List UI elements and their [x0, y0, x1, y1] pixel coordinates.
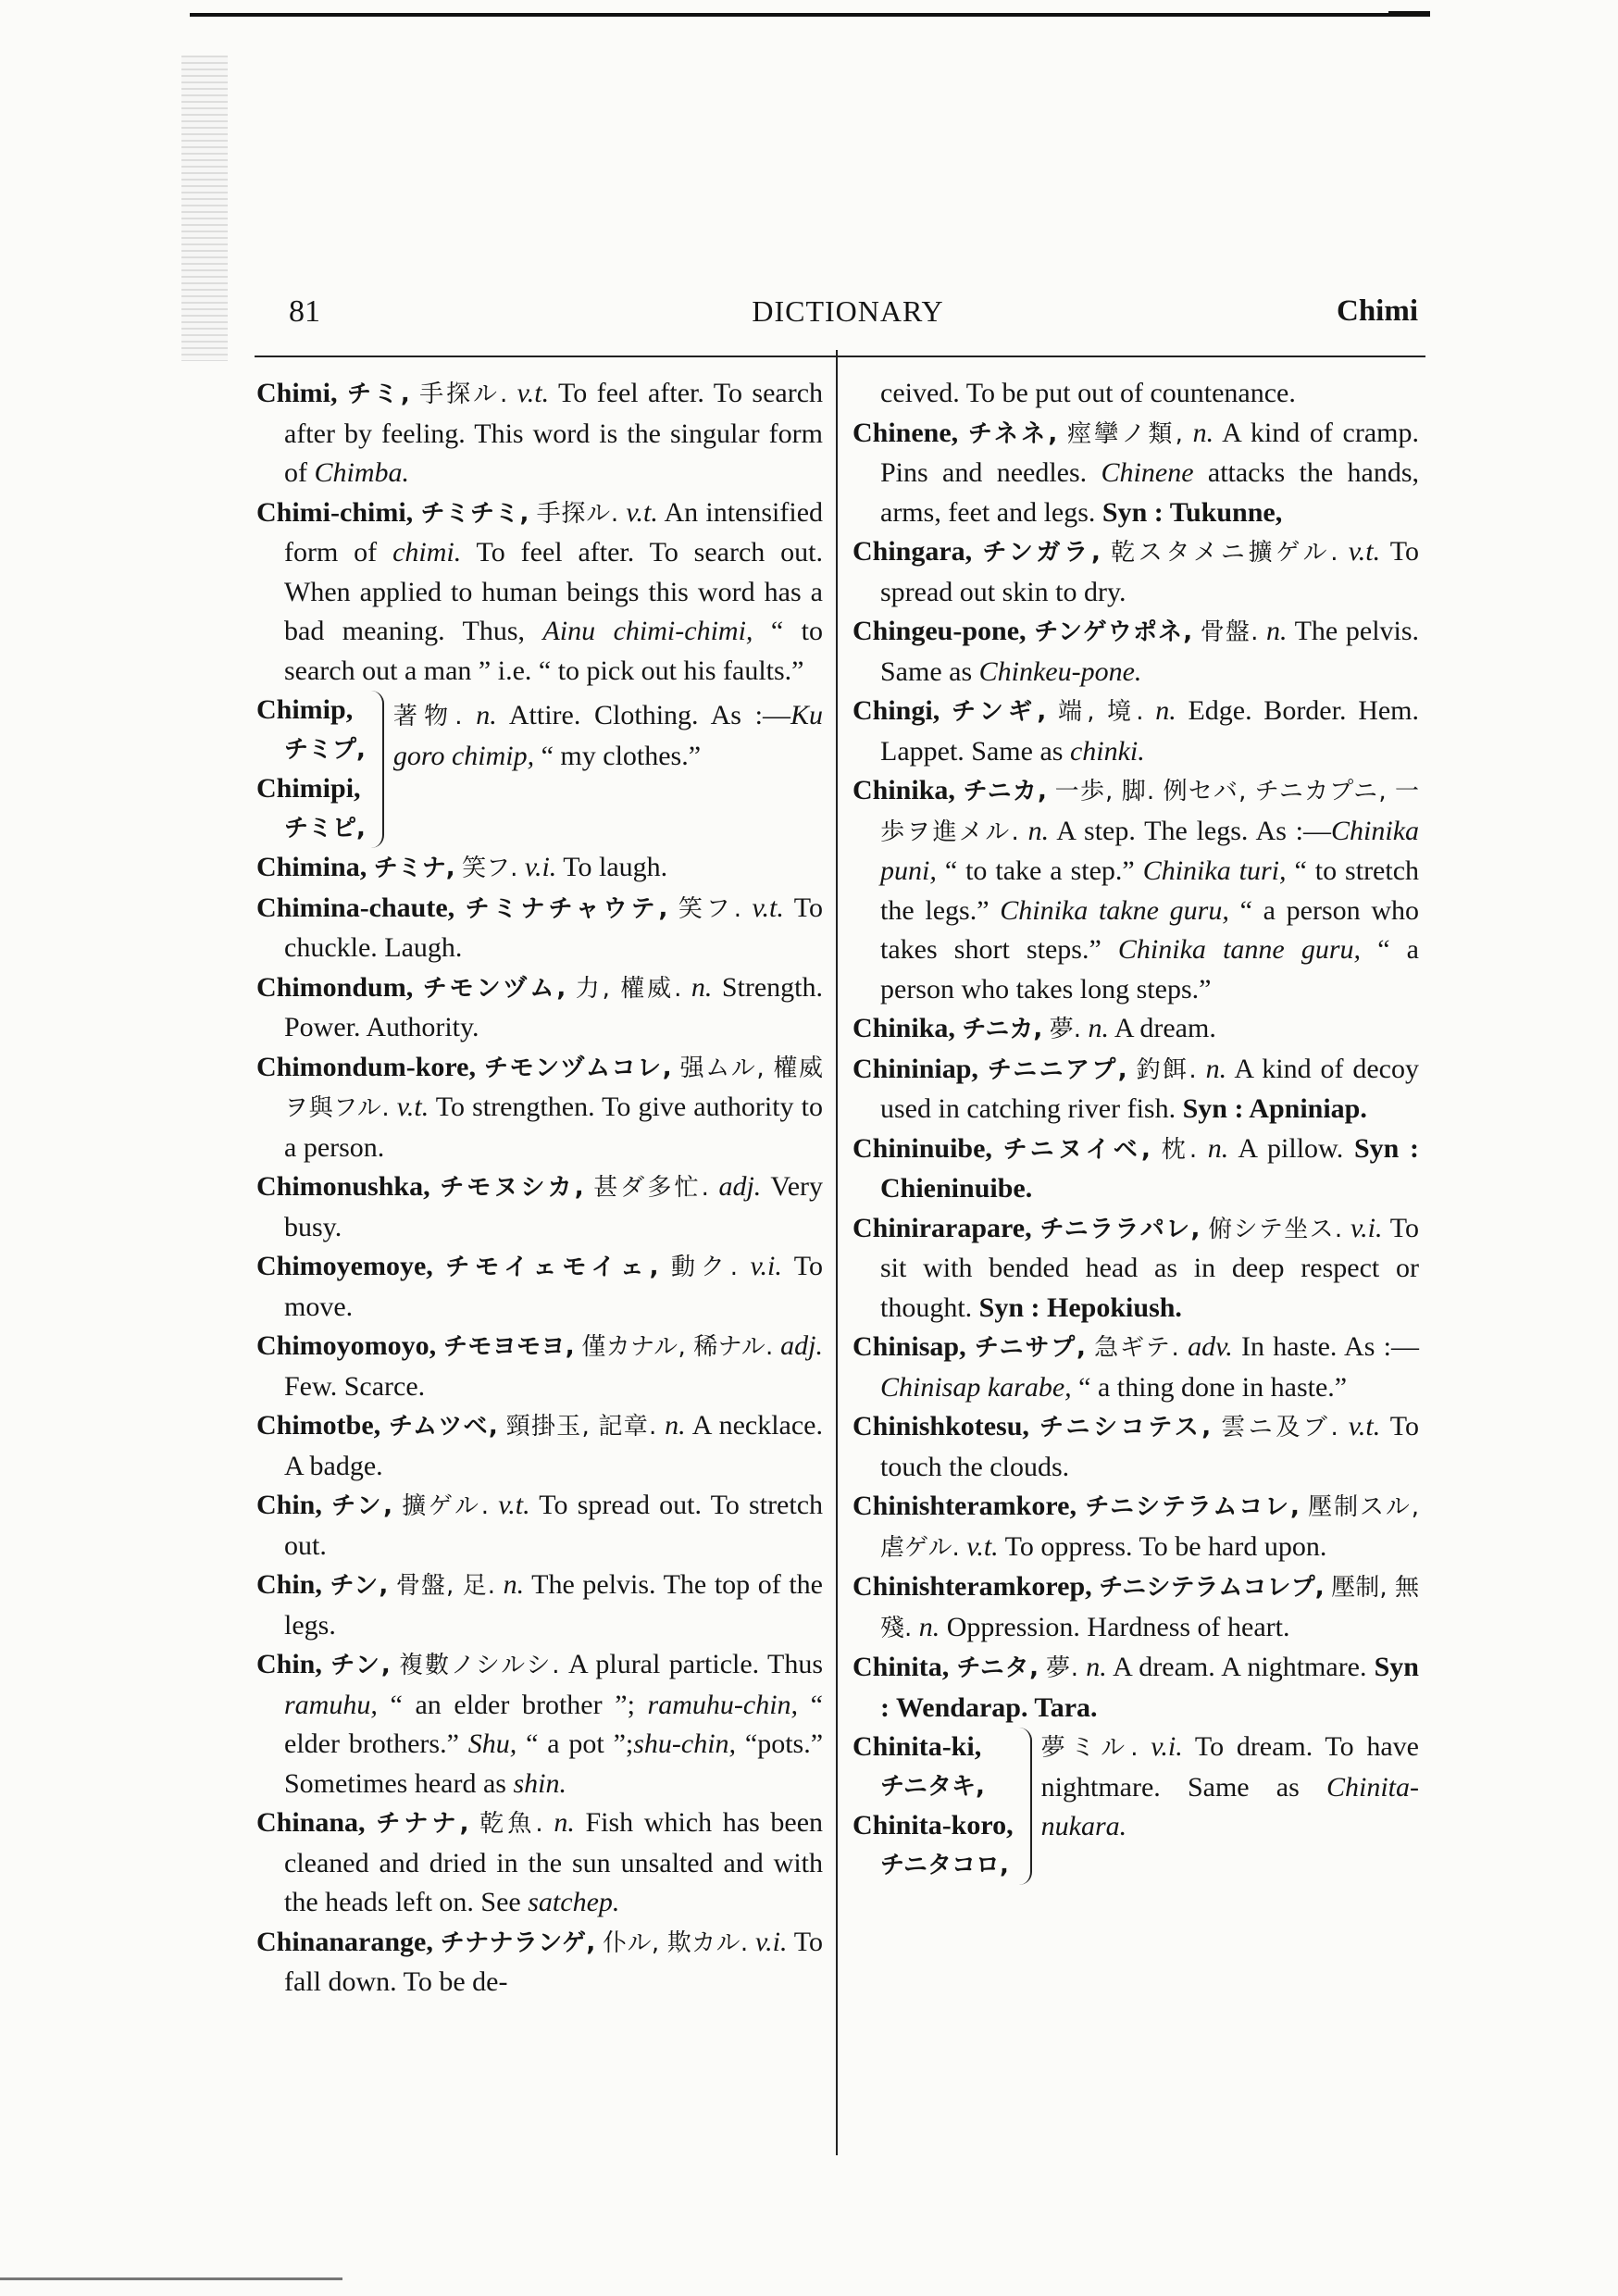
entry-chinene: Chinene, チネネ, 痙攣ノ類, n. A kind of cramp. Pins and needles. Chinene attacks the hands, arms, feet and legs. Syn : Tukunne, — [853, 417, 1420, 528]
entry-chinana: Chinana, チナナ, 乾魚. n. Fish which has been cleaned and dried in the sun unsalted and with the heads left on. See satchep. — [256, 1807, 824, 1917]
entry-chimonushka: Chimonushka, チモヌシカ, 甚ダ多忙. adj. Very busy. — [256, 1171, 824, 1242]
entry-chimina-chaute: Chimina-chaute, チミナチャウテ, 笑フ. v.t. To chuckle. Laugh. — [256, 892, 824, 963]
entry-chinishteramkorep: Chinishteramkorep, チニシテラムコレプ, 壓制, 無殘. n. Oppression. Hardness of heart. — [853, 1571, 1420, 1642]
column-divider — [836, 350, 838, 2155]
brace-mark — [371, 691, 384, 848]
entry-chimondum: Chimondum, チモンヅム, 力, 權威. n. Strength. Power. Authority. — [256, 971, 824, 1042]
entry-chinishteramkore: Chinishteramkore, チニシテラムコレ, 壓制スル, 虐ゲル. v.t. To oppress. To be hard upon. — [853, 1491, 1420, 1562]
entry-chimoyomoyo: Chimoyomoyo, チモヨモヨ, 僅カナル, 稀ナル. adj. Few. Scarce. — [256, 1330, 823, 1402]
left-column — [256, 374, 823, 2003]
entry-chinishkotesu: Chinishkotesu, チニシコテス, 雲ニ及ブ. v.t. To touch the clouds. — [853, 1411, 1419, 1482]
guide-word: Chimi — [1336, 294, 1418, 328]
page-header — [278, 294, 1418, 331]
entry-chin-3: Chin, チン, 複數ノシルシ. A plural particle. Thus ramuhu, “ an elder brother ”; ramuhu-chin, “ elder brothers.” Shu, “ a pot ”;shu-chin, “pots.” Sometimes heard as shin. — [256, 1649, 824, 1799]
entry-chimina: Chimina, チミナ, 笑フ. v.i. To laugh. — [256, 852, 668, 882]
entry-chimi: Chimi, チミ, 手探ル. v.t. To feel after. To search after by feeling. This word is the singular form of Chimba. — [256, 378, 824, 488]
entry-chinita-ki: Chinita-ki, チニタキ, Chinita-koro, チニタコロ, 夢ミル. v.i. To dream. To have nightmare. Same as Chinita-nukara. — [853, 1728, 1419, 1885]
entry-chininuibe: Chininuibe, チニヌイベ, 枕. n. A pillow. Syn : Chieninuibe. — [853, 1132, 1420, 1204]
right-column — [853, 374, 1419, 1885]
entry-chin-1: Chin, チン, 擴ゲル. v.t. To spread out. To stretch out. — [256, 1490, 824, 1561]
entry-chingeu-pone: Chingeu-pone, チンゲウポネ, 骨盤. n. The pelvis. Same as Chinkeu-pone. — [853, 616, 1420, 687]
entry-chimi-chimi: Chimi-chimi, チミチミ, 手探ル. v.t. An intensified form of chimi. To feel after. To search out. When applied to human beings this word has a bad meaning. Thus, Ainu chimi-chimi, “ to search out a man ” i.e. “ to pick out his faults.” — [256, 496, 824, 686]
entry-chinirarapare: Chinirarapare, チニララパレ, 俯シテ坐ス. v.i. To sit with bended head as in deep respect or thought. Syn : Hepokiush. — [853, 1212, 1420, 1323]
brace-mark — [1019, 1728, 1032, 1885]
entry-chimoyemoye: Chimoyemoye, チモイェモイェ, 動ク. v.i. To move. — [256, 1251, 823, 1322]
entry-chinisap: Chinisap, チニサプ, 急ギテ. adv. In haste. As :—Chinisap karabe, “ a thing done in haste.” — [853, 1331, 1420, 1403]
top-rule-end — [1388, 11, 1430, 17]
top-rule — [190, 13, 1425, 17]
entry-chimotbe: Chimotbe, チムツベ, 頸掛玉, 記章. n. A necklace. A badge. — [256, 1410, 823, 1481]
scan-artifact — [181, 56, 228, 361]
header-rule — [255, 356, 1425, 357]
entry-chingi: Chingi, チンギ, 端, 境. n. Edge. Border. Hem. Lappet. Same as chinki. — [853, 695, 1420, 767]
entry-chingara: Chingara, チンガラ, 乾スタメニ擴ゲル. v.t. To spread out skin to dry. — [853, 536, 1420, 607]
entry-chinanarange: Chinanarange, チナナランゲ, 仆ル, 欺カル. v.i. To fall down. To be de- — [256, 1926, 824, 1997]
entry-chininiap: Chininiap, チニニアプ, 釣餌. n. A kind of decoy used in catching river fish. Syn : Apniniap. — [853, 1053, 1420, 1124]
entry-chinika-1: Chinika, チニカ, 一歩, 脚. 例セバ, チニカプニ, 一歩ヲ進メル. n. A step. The legs. As :—Chinika puni, “ to take a step.” Chinika turi, “ to stretch the legs.” Chinika takne guru, “ a person who takes short steps.” Chinika tanne guru, “ a person who takes long steps.” — [853, 775, 1420, 1004]
entry-continuation: ceived. To be put out of countenance. — [880, 378, 1296, 408]
entry-chimondum-kore: Chimondum-kore, チモンヅムコレ, 强ムル, 權威ヲ與フル. v.t. To strengthen. To give authority to a person. — [256, 1051, 823, 1163]
entry-chinika-2: Chinika, チニカ, 夢. n. A dream. — [853, 1013, 1216, 1043]
running-title: DICTIONARY — [752, 294, 944, 328]
entry-chin-2: Chin, チン, 骨盤, 足. n. The pelvis. The top of the legs. — [256, 1569, 823, 1641]
entry-chimip: Chimip, チミプ, Chimipi, チミピ, 著物. n. Attire. Clothing. As :—Ku goro chimip, “ my clothes.” — [256, 691, 823, 848]
bottom-rule — [0, 2277, 342, 2280]
page-number: 81 — [289, 294, 320, 329]
entry-chinita: Chinita, チニタ, 夢. n. A dream. A nightmare. Syn : Wendarap. Tara. — [853, 1652, 1419, 1723]
